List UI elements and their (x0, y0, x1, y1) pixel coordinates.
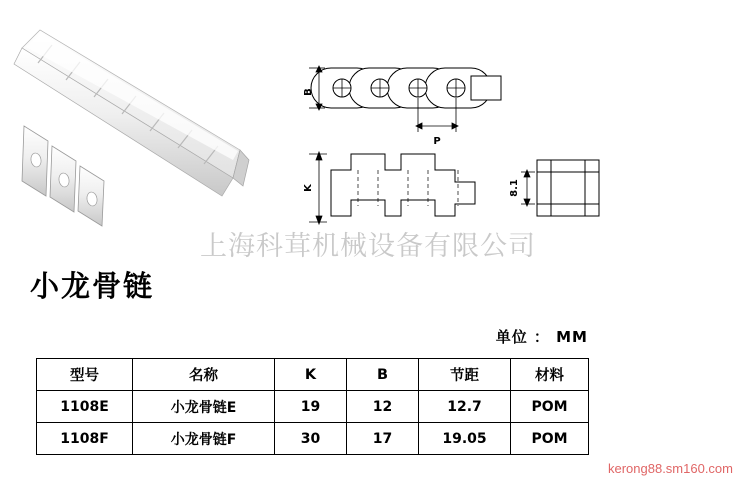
product-photo (0, 0, 300, 230)
dimension-p-label: P (433, 136, 441, 147)
company-watermark: 上海科茸机械设备有限公司 (200, 231, 536, 262)
front-view (331, 154, 475, 216)
table-row (37, 423, 589, 455)
spec-table (36, 358, 589, 455)
cell-model: 1108E (37, 391, 133, 423)
cell-name: 小龙骨链F (133, 423, 275, 455)
dimension-b-label: B (303, 88, 314, 96)
cell-pitch: 12.7 (419, 391, 511, 423)
cell-model: 1108F (37, 423, 133, 455)
cell-material: POM (511, 423, 589, 455)
table-header-row (37, 359, 589, 391)
dimension-thickness (521, 170, 535, 206)
cell-material: POM (511, 391, 589, 423)
cell-k: 30 (275, 423, 347, 455)
column-header-pitch: 节距 (419, 359, 511, 391)
cell-b: 12 (347, 391, 419, 423)
cell-name: 小龙骨链E (133, 391, 275, 423)
column-header-name: 名称 (133, 359, 275, 391)
dimension-thickness-label: 8.1 (509, 179, 520, 197)
column-header-b: B (347, 359, 419, 391)
site-watermark: kerong88.sm160.com (607, 461, 733, 476)
unit-note: 单位 ： MM (495, 328, 588, 346)
cell-k: 19 (275, 391, 347, 423)
dimension-k-label: K (303, 184, 314, 192)
column-header-model: 型号 (37, 359, 133, 391)
table-row (37, 391, 589, 423)
cell-b: 17 (347, 423, 419, 455)
spec-table-container (36, 358, 588, 455)
column-header-material: 材料 (511, 359, 589, 391)
technical-drawing (295, 20, 735, 235)
page-title: 小龙骨链 (30, 269, 155, 303)
cell-pitch: 19.05 (419, 423, 511, 455)
side-view (537, 160, 599, 216)
column-header-k: K (275, 359, 347, 391)
